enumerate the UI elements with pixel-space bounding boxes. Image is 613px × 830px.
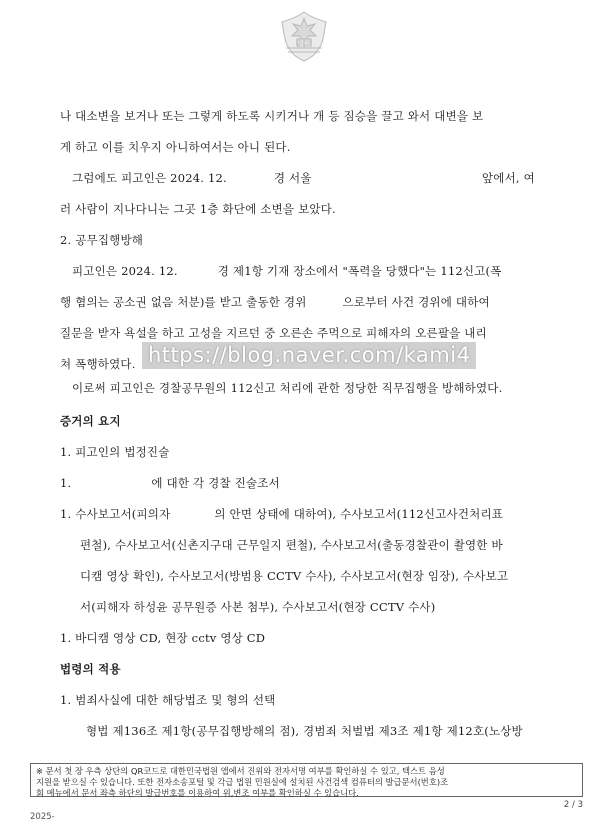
text-fragment: 1.	[60, 476, 72, 490]
page-number: 2 / 3	[563, 800, 583, 810]
notice-line: ※ 문서 첫 장 우측 상단의 QR코드로 대한민국법원 앱에서 진위와 전자서명 여부를 확인하실 수 있고, 텍스트 음성	[36, 766, 445, 776]
emblem-text: 법원	[297, 39, 311, 48]
body-line: 러 사람이 지나다니는 그곳 1층 화단에 소변을 보았다.	[60, 202, 336, 216]
evidence-item	[60, 475, 280, 491]
watermark-url: https://blog.naver.com/kami4	[142, 342, 476, 369]
notice-line: 지원을 받으실 수 있습니다. 또한 전자소송포털 및 각급 법원 민원실에 설치된 사건검색 컴퓨터의 발급문서(번호)조	[36, 777, 449, 787]
issue-code: 2025-	[30, 812, 55, 822]
body-line	[60, 294, 490, 310]
section-heading-evidence: 증거의 요지	[60, 414, 121, 428]
body-line: 쳐 폭행하였다.	[60, 357, 136, 371]
body-line	[72, 170, 312, 186]
evidence-item: 1. 바디캠 영상 CD, 현장 cctv 영상 CD	[60, 631, 266, 645]
body-line: 게 하고 이를 치우지 아니하여서는 아니 된다.	[60, 140, 291, 154]
verification-notice	[30, 763, 583, 797]
text-fragment: 피고인은 2024. 12.	[72, 264, 178, 278]
body-line: 나 대소변을 보거나 또는 그렇게 하도록 시키거나 개 등 짐승을 끌고 와서 대변을 보	[60, 109, 484, 123]
court-seal-icon	[276, 8, 332, 64]
evidence-item-continued: 디캠 영상 확인), 수사보고서(방범용 CCTV 수사), 수사보고서(현장 임장), 수사보고	[80, 569, 509, 583]
law-item: 1. 범죄사실에 대한 해당법조 및 형의 선택	[60, 693, 276, 707]
text-fragment: 으로부터 사건 경위에 대하여	[342, 295, 490, 309]
evidence-item: 1. 피고인의 법정진술	[60, 445, 170, 459]
text-fragment: 앞에서, 여	[482, 171, 535, 185]
evidence-item-continued: 편철), 수사보고서(신촌지구대 근무일지 편철), 수사보고서(출동경찰관이 촬영한 바	[80, 538, 503, 552]
text-fragment: 1. 수사보고서(피의자	[60, 507, 171, 521]
body-line: 질문을 받자 욕설을 하고 고성을 지르던 중 오른손 주먹으로 피해자의 오른팔을 내리	[60, 326, 487, 340]
law-item-continued: 형법 제136조 제1항(공무집행방해의 점), 경범죄 처벌법 제3조 제1항 제12호(노상방	[86, 724, 523, 738]
text-fragment: 경 서울	[273, 171, 312, 185]
body-line	[72, 263, 502, 279]
section-heading-law: 법령의 적용	[60, 662, 121, 676]
text-fragment: 에 대한 각 경찰 진술조서	[151, 476, 280, 490]
text-fragment: 의 안면 상태에 대하여), 수사보고서(112신고사건처리표	[214, 507, 504, 521]
evidence-item-continued: 서(피해자 하성윤 공무원증 사본 첨부), 수사보고서(현장 CCTV 수사)	[80, 600, 436, 614]
evidence-item	[60, 506, 503, 522]
text-fragment: 행 혐의는 공소권 없음 처분)를 받고 출동한 경위	[60, 295, 307, 309]
text-fragment: 경 제1항 기재 장소에서 "폭력을 당했다"는 112신고(폭	[217, 264, 502, 278]
section-number: 2. 공무집행방해	[60, 233, 144, 247]
text-fragment: 그럼에도 피고인은 2024. 12.	[72, 171, 227, 185]
body-line: 이로써 피고인은 경찰공무원의 112신고 처리에 관한 정당한 직무집행을 방해하였다.	[72, 381, 503, 395]
notice-line: 회 메뉴에서 문서 좌측 하단의 발급번호를 이용하여 위,변조 여부를 확인하실 수 있습니다.	[36, 788, 359, 798]
